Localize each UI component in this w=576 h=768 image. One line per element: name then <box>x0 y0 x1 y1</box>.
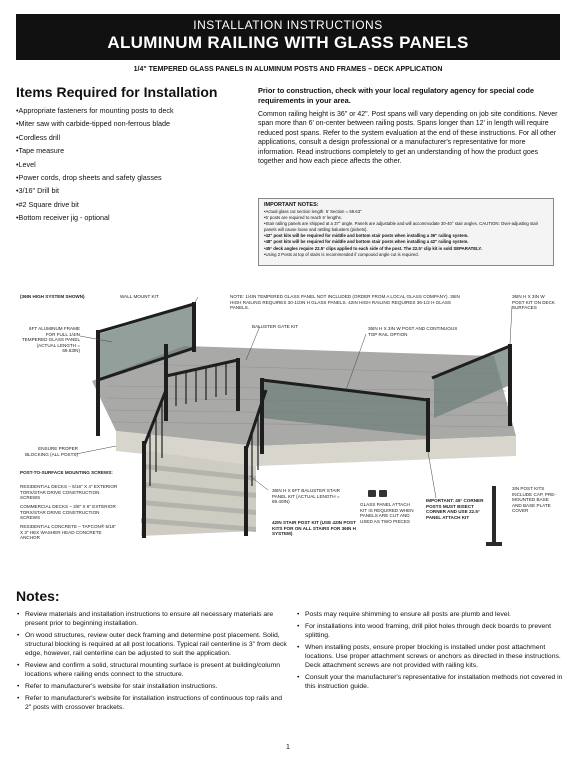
blocking-label: ENSURE PROPER BLOCKING (ALL POSTS) <box>25 446 78 457</box>
notes-title: Notes: <box>16 588 60 604</box>
baluster-gate-label: BALUSTER GATE KIT <box>252 324 299 329</box>
railing-diagram <box>16 286 560 566</box>
list-item: • 42" post kits will be required for middle and bottom stair posts when installing a 36" railing system. <box>264 233 548 239</box>
screws-concrete-label: RESIDENTIAL CONCRETE – TAPCON® 5/16" X 3" HEX WASHER HEAD CONCRETE ANCHOR <box>20 524 117 541</box>
stair-panel-label: 36IN H X 6FT BALUSTER STAIR PANEL KIT (ACTUAL LENGTH = 69.40IN) <box>272 488 340 505</box>
continuous-rail-label: 36IN H X 3IN W POST AND CONTINUOUS TOP RAIL OPTION <box>368 326 458 337</box>
glass-panel-attach-kit <box>368 490 387 497</box>
code-warning: Prior to construction, check with your local regulatory agency for special code requirements in your area. <box>258 86 534 105</box>
glass-note-label: NOTE: 1/4IN TEMPERED GLASS PANEL NOT INCLUDED (ORDER FROM A LOCAL GLASS COMPANY). 36IN HIGH RAILING REQUIRES 30-1/2IN H GLASS PANELS. 42IN HIGH RAILING REQUIRES 36-1/2 H GLASS PANELS. <box>230 294 460 311</box>
list-item: • Tape measure <box>16 144 226 157</box>
intro-paragraph: Common railing height is 36" or 42". Post spans will vary depending on job site conditions. Never span more than 6' on-center between railing posts. Spans longer than 12' in length will require reduced post spans. Refer to the system evaluation at the end of these instructions. For all other applications, consult a design professional or a manufacturer's representative for more information. Read instructions completely to get an understanding of how the product goes together and how each piece affects the other. <box>258 111 558 166</box>
wall-mount-label: WALL MOUNT KIT <box>120 294 159 299</box>
list-item: • Actual glass cut section length: 6' Section = 69.63" <box>264 209 548 215</box>
list-item: • #2 Square drive bit <box>16 198 226 211</box>
list-item: • Consult your the manufacturer's representative for installation methods not covered in this instruction guide. <box>305 673 567 691</box>
screws-commercial-label: COMMERCIAL DECKS – 3/8" X 6" EXTERIOR TORX/STAR DRIVE CONSTRUCTION SCREWS <box>20 504 116 521</box>
aluminum-frame-label: 6FT ALUMINUM FRAME FOR FULL 1/4IN TEMPERED GLASS PANEL (ACTUAL LENGTH = 69.63IN) <box>21 326 80 354</box>
list-item: • 5' posts are required to reach 6' lengths. <box>264 215 548 221</box>
items-required-title: Items Required for Installation <box>16 84 218 100</box>
screws-title: POST-TO-SURFACE MOUNTING SCREWS: <box>20 470 113 475</box>
title-banner <box>16 14 560 60</box>
list-item: • Miter saw with carbide-tipped non-ferrous blade <box>16 117 226 130</box>
list-item: • For installations into wood framing, drill pilot holes through deck boards to prevent splitting. <box>305 622 567 640</box>
list-item: • When installing posts, ensure proper blocking is installed under post attachment locations. Use proper attachment screws or anchors as directed in these instructions. Deck attachment screws are not provided with railing kits. <box>305 643 567 670</box>
subtitle: 1/4" TEMPERED GLASS PANELS IN ALUMINUM POSTS AND FRAMES – DECK APPLICATION <box>133 66 443 73</box>
stairs <box>141 451 256 536</box>
post-kit-illustration <box>486 486 502 546</box>
title-line-1: INSTALLATION INSTRUCTIONS <box>193 18 383 32</box>
important-corner-label: IMPORTANT: 45° CORNER POSTS MUST BISECT CORNER AND USE 22.5° PANEL ATTACH KIT <box>426 498 484 520</box>
title-line-2: ALUMINUM RAILING WITH GLASS PANELS <box>107 33 469 52</box>
list-item: • Posts may require shimming to ensure all posts are plumb and level. <box>305 610 567 619</box>
system-label: (36IN HIGH SYSTEM SHOWN) <box>20 294 85 299</box>
important-notes-box <box>258 198 554 266</box>
page-number: 1 <box>286 744 290 751</box>
list-item: • 48" post kits will be required for middle and bottom stair posts when installing a 42" railing system. <box>264 239 548 245</box>
list-item: • Stair railing panels are shipped at a 37° angle. Panels are adjustable and will accommodate 30-40° stair angles. CAUTION: Over-adjusting stair panels will cause loose and rattling balusters (pickets). <box>264 221 548 233</box>
list-item: • 45° deck angles require 22.5° clips applied to each side of the post. The 22.5° clip kit is sold SEPARATELY. <box>264 246 548 252</box>
list-item: • Refer to manufacturer's website for installation instructions of continuous top rails and 2" posts with crossover brackets. <box>25 694 287 712</box>
list-item: • Review materials and installation instructions to ensure all necessary materials are present prior to beginning installation. <box>25 610 287 628</box>
attach-kit-label: GLASS PANEL ATTACH KIT IS REQUIRED WHEN PANELS ARE CUT AND USED AS TWO PIECES <box>360 502 414 524</box>
list-item: • 3/16" Drill bit <box>16 184 226 197</box>
list-item: • Appropriate fasteners for mounting posts to deck <box>16 104 226 117</box>
list-item: • Bottom receiver jig - optional <box>16 211 226 224</box>
list-item: • On wood structures, review outer deck framing and determine post placement. Solid, structural blocking is required at all post locations. Typical rail centerline is 3" from deck edge, however, rail centerline can be adjusted to suit the application. <box>25 631 287 658</box>
list-item: • Cordless drill <box>16 131 226 144</box>
items-required-list <box>16 104 226 225</box>
list-item: • Review and confirm a solid, structural mounting surface is present at building/column locations where railing ends connect to the structure. <box>25 661 287 679</box>
screws-residential-label: RESIDENTIAL DECKS – 5/16" X 4" EXTERIOR TORX/STAR DRIVE CONSTRUCTION SCREWS <box>20 484 118 501</box>
important-notes-title: IMPORTANT NOTES: <box>264 202 319 208</box>
list-item: • Power cords, drop sheets and safety glasses <box>16 171 226 184</box>
deck-post-kit-label: 36IN H X 3IN W POST KIT ON DECK SURFACES <box>512 294 555 311</box>
notes-right-list <box>296 610 567 694</box>
list-item: • Using 2 Posts at top of stairs is recommended if compound angle cut is required. <box>264 252 548 258</box>
important-notes-list <box>264 209 548 258</box>
notes-left-list <box>16 610 287 715</box>
list-item: • Refer to manufacturer's website for stair installation instructions. <box>25 682 287 691</box>
stair-post-label: 42IN STAIR POST KIT (USE 42IN POST KITS FOR ON ALL STAIRS FOR 36IN H SYSTEM) <box>272 520 356 537</box>
base-plate-label: 3IN POST KITS INCLUDE CAP, PRE-MOUNTED BASE AND BASE PLATE COVER <box>512 486 556 514</box>
intro-section <box>258 86 558 166</box>
list-item: • Level <box>16 158 226 171</box>
